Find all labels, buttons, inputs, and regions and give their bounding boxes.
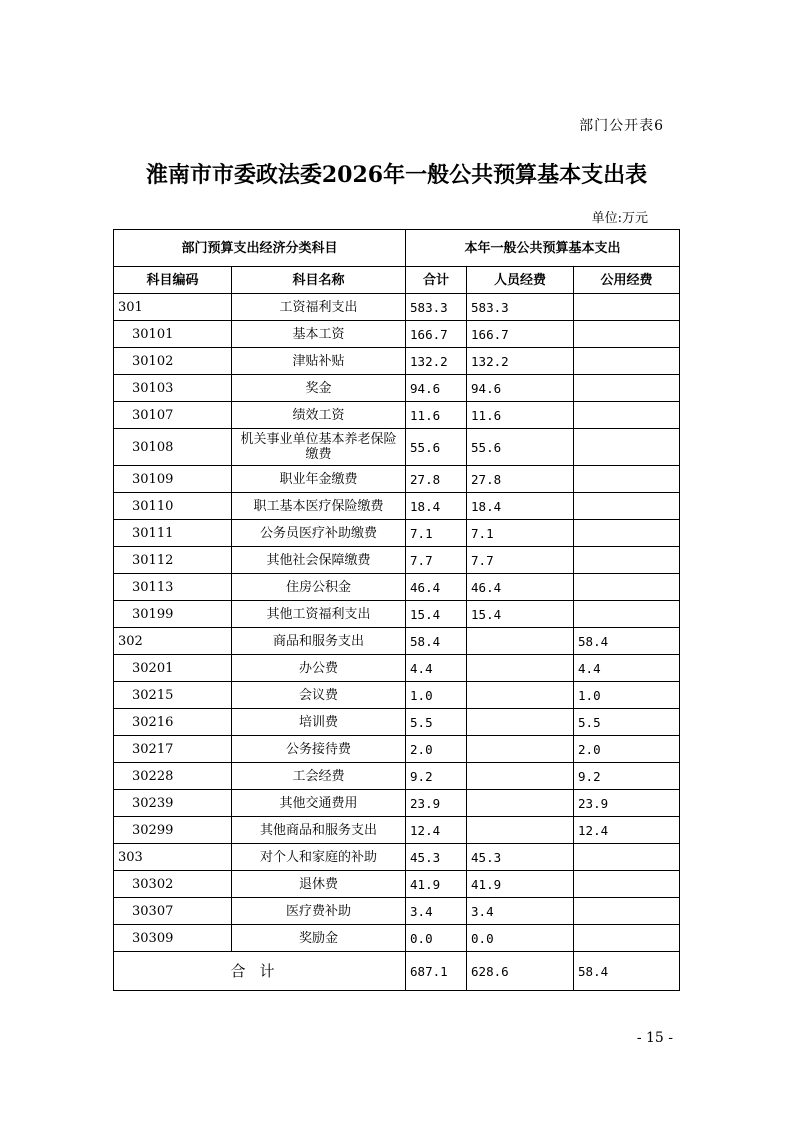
table-row bbox=[114, 402, 680, 429]
row-name-cell: 工资福利支出 bbox=[232, 294, 406, 321]
table-row bbox=[114, 520, 680, 547]
table-row bbox=[114, 348, 680, 375]
row-total-cell: 4.4 bbox=[406, 655, 467, 682]
budget-table bbox=[113, 229, 680, 991]
row-code-cell: 30307 bbox=[114, 898, 232, 925]
table-row bbox=[114, 493, 680, 520]
row-personnel-cell: 18.4 bbox=[467, 493, 574, 520]
row-total-cell: 15.4 bbox=[406, 601, 467, 628]
row-personnel-cell bbox=[467, 763, 574, 790]
row-total-cell: 9.2 bbox=[406, 763, 467, 790]
total-row bbox=[114, 952, 680, 991]
total-personnel-cell: 628.6 bbox=[467, 952, 574, 991]
row-total-cell: 27.8 bbox=[406, 466, 467, 493]
table-row bbox=[114, 574, 680, 601]
row-public-cell bbox=[574, 925, 680, 952]
row-personnel-cell bbox=[467, 709, 574, 736]
row-code-cell: 30112 bbox=[114, 547, 232, 574]
row-total-cell: 45.3 bbox=[406, 844, 467, 871]
row-name-cell: 退休费 bbox=[232, 871, 406, 898]
row-personnel-cell: 94.6 bbox=[467, 375, 574, 402]
table-row bbox=[114, 763, 680, 790]
row-public-cell bbox=[574, 844, 680, 871]
row-total-cell: 12.4 bbox=[406, 817, 467, 844]
row-total-cell: 94.6 bbox=[406, 375, 467, 402]
table-row bbox=[114, 817, 680, 844]
row-personnel-cell bbox=[467, 628, 574, 655]
row-name-cell: 职业年金缴费 bbox=[232, 466, 406, 493]
row-personnel-cell: 132.2 bbox=[467, 348, 574, 375]
row-personnel-cell: 27.8 bbox=[467, 466, 574, 493]
row-name-cell: 工会经费 bbox=[232, 763, 406, 790]
row-public-cell bbox=[574, 898, 680, 925]
row-name-cell: 绩效工资 bbox=[232, 402, 406, 429]
row-public-cell bbox=[574, 520, 680, 547]
row-name-cell: 住房公积金 bbox=[232, 574, 406, 601]
row-public-cell bbox=[574, 429, 680, 466]
row-code-cell: 30109 bbox=[114, 466, 232, 493]
row-total-cell: 55.6 bbox=[406, 429, 467, 466]
row-personnel-cell: 41.9 bbox=[467, 871, 574, 898]
row-total-cell: 3.4 bbox=[406, 898, 467, 925]
row-code-cell: 30201 bbox=[114, 655, 232, 682]
row-code-cell: 30216 bbox=[114, 709, 232, 736]
table-row bbox=[114, 844, 680, 871]
row-total-cell: 583.3 bbox=[406, 294, 467, 321]
group-header-expenditure: 本年一般公共预算基本支出 bbox=[406, 230, 680, 267]
row-total-cell: 5.5 bbox=[406, 709, 467, 736]
row-personnel-cell: 15.4 bbox=[467, 601, 574, 628]
row-personnel-cell: 583.3 bbox=[467, 294, 574, 321]
table-row bbox=[114, 547, 680, 574]
row-personnel-cell: 46.4 bbox=[467, 574, 574, 601]
row-public-cell bbox=[574, 321, 680, 348]
column-header-public: 公用经费 bbox=[574, 267, 680, 294]
table-number-label: 部门公开表6 bbox=[579, 118, 664, 134]
row-public-cell: 9.2 bbox=[574, 763, 680, 790]
row-total-cell: 58.4 bbox=[406, 628, 467, 655]
row-code-cell: 30199 bbox=[114, 601, 232, 628]
table-body bbox=[114, 294, 680, 952]
row-code-cell: 30299 bbox=[114, 817, 232, 844]
row-code-cell: 30110 bbox=[114, 493, 232, 520]
row-personnel-cell: 7.7 bbox=[467, 547, 574, 574]
row-code-cell: 301 bbox=[114, 294, 232, 321]
row-name-cell: 机关事业单位基本养老保险缴费 bbox=[232, 429, 406, 466]
row-code-cell: 30309 bbox=[114, 925, 232, 952]
row-code-cell: 30101 bbox=[114, 321, 232, 348]
row-public-cell bbox=[574, 348, 680, 375]
row-total-cell: 166.7 bbox=[406, 321, 467, 348]
row-public-cell bbox=[574, 466, 680, 493]
table-row bbox=[114, 466, 680, 493]
row-name-cell: 公务接待费 bbox=[232, 736, 406, 763]
table-row bbox=[114, 709, 680, 736]
row-public-cell bbox=[574, 574, 680, 601]
table-row bbox=[114, 628, 680, 655]
row-total-cell: 23.9 bbox=[406, 790, 467, 817]
row-personnel-cell: 45.3 bbox=[467, 844, 574, 871]
table-row bbox=[114, 682, 680, 709]
page-title: 淮南市市委政法委2026年一般公共预算基本支出表 bbox=[145, 162, 648, 188]
row-personnel-cell: 3.4 bbox=[467, 898, 574, 925]
column-header-code: 科目编码 bbox=[114, 267, 232, 294]
table-row bbox=[114, 655, 680, 682]
row-name-cell: 对个人和家庭的补助 bbox=[232, 844, 406, 871]
table-row bbox=[114, 871, 680, 898]
row-public-cell: 5.5 bbox=[574, 709, 680, 736]
row-total-cell: 7.1 bbox=[406, 520, 467, 547]
row-personnel-cell: 0.0 bbox=[467, 925, 574, 952]
row-total-cell: 0.0 bbox=[406, 925, 467, 952]
row-total-cell: 7.7 bbox=[406, 547, 467, 574]
table-row bbox=[114, 601, 680, 628]
table-row bbox=[114, 294, 680, 321]
row-public-cell: 2.0 bbox=[574, 736, 680, 763]
row-public-cell bbox=[574, 402, 680, 429]
row-code-cell: 30111 bbox=[114, 520, 232, 547]
row-personnel-cell: 7.1 bbox=[467, 520, 574, 547]
row-name-cell: 奖金 bbox=[232, 375, 406, 402]
row-name-cell: 医疗费补助 bbox=[232, 898, 406, 925]
total-public-cell: 58.4 bbox=[574, 952, 680, 991]
row-public-cell: 4.4 bbox=[574, 655, 680, 682]
row-code-cell: 30239 bbox=[114, 790, 232, 817]
row-public-cell: 23.9 bbox=[574, 790, 680, 817]
row-code-cell: 30108 bbox=[114, 429, 232, 466]
row-personnel-cell: 55.6 bbox=[467, 429, 574, 466]
row-name-cell: 基本工资 bbox=[232, 321, 406, 348]
row-total-cell: 1.0 bbox=[406, 682, 467, 709]
table-row bbox=[114, 736, 680, 763]
row-name-cell: 其他商品和服务支出 bbox=[232, 817, 406, 844]
row-personnel-cell bbox=[467, 736, 574, 763]
row-name-cell: 其他交通费用 bbox=[232, 790, 406, 817]
row-public-cell bbox=[574, 601, 680, 628]
row-code-cell: 30228 bbox=[114, 763, 232, 790]
row-personnel-cell bbox=[467, 682, 574, 709]
row-total-cell: 2.0 bbox=[406, 736, 467, 763]
row-name-cell: 其他工资福利支出 bbox=[232, 601, 406, 628]
table-row bbox=[114, 321, 680, 348]
table-row bbox=[114, 375, 680, 402]
column-header-personnel: 人员经费 bbox=[467, 267, 574, 294]
row-public-cell bbox=[574, 294, 680, 321]
row-public-cell: 1.0 bbox=[574, 682, 680, 709]
row-code-cell: 30102 bbox=[114, 348, 232, 375]
row-code-cell: 30302 bbox=[114, 871, 232, 898]
row-total-cell: 11.6 bbox=[406, 402, 467, 429]
group-header-classification: 部门预算支出经济分类科目 bbox=[114, 230, 406, 267]
row-total-cell: 18.4 bbox=[406, 493, 467, 520]
row-name-cell: 津贴补贴 bbox=[232, 348, 406, 375]
column-header-total: 合计 bbox=[406, 267, 467, 294]
row-code-cell: 30113 bbox=[114, 574, 232, 601]
row-personnel-cell bbox=[467, 817, 574, 844]
page-number: - 15 - bbox=[636, 1030, 673, 1046]
row-code-cell: 303 bbox=[114, 844, 232, 871]
row-name-cell: 商品和服务支出 bbox=[232, 628, 406, 655]
row-name-cell: 其他社会保障缴费 bbox=[232, 547, 406, 574]
table-row bbox=[114, 898, 680, 925]
row-public-cell bbox=[574, 375, 680, 402]
row-personnel-cell: 166.7 bbox=[467, 321, 574, 348]
row-public-cell bbox=[574, 871, 680, 898]
row-name-cell: 职工基本医疗保险缴费 bbox=[232, 493, 406, 520]
row-personnel-cell bbox=[467, 790, 574, 817]
total-sum-cell: 687.1 bbox=[406, 952, 467, 991]
row-code-cell: 302 bbox=[114, 628, 232, 655]
total-label: 合计 bbox=[114, 952, 406, 991]
row-total-cell: 132.2 bbox=[406, 348, 467, 375]
row-name-cell: 奖励金 bbox=[232, 925, 406, 952]
row-personnel-cell bbox=[467, 655, 574, 682]
row-code-cell: 30215 bbox=[114, 682, 232, 709]
row-public-cell: 12.4 bbox=[574, 817, 680, 844]
table-row bbox=[114, 925, 680, 952]
row-public-cell bbox=[574, 493, 680, 520]
row-code-cell: 30107 bbox=[114, 402, 232, 429]
row-name-cell: 培训费 bbox=[232, 709, 406, 736]
row-total-cell: 46.4 bbox=[406, 574, 467, 601]
row-name-cell: 公务员医疗补助缴费 bbox=[232, 520, 406, 547]
row-personnel-cell: 11.6 bbox=[467, 402, 574, 429]
row-public-cell bbox=[574, 547, 680, 574]
row-code-cell: 30103 bbox=[114, 375, 232, 402]
row-name-cell: 办公费 bbox=[232, 655, 406, 682]
row-name-cell: 会议费 bbox=[232, 682, 406, 709]
table-row bbox=[114, 790, 680, 817]
table-row bbox=[114, 429, 680, 466]
row-public-cell: 58.4 bbox=[574, 628, 680, 655]
row-total-cell: 41.9 bbox=[406, 871, 467, 898]
unit-label: 单位:万元 bbox=[591, 211, 648, 226]
column-header-name: 科目名称 bbox=[232, 267, 406, 294]
row-code-cell: 30217 bbox=[114, 736, 232, 763]
